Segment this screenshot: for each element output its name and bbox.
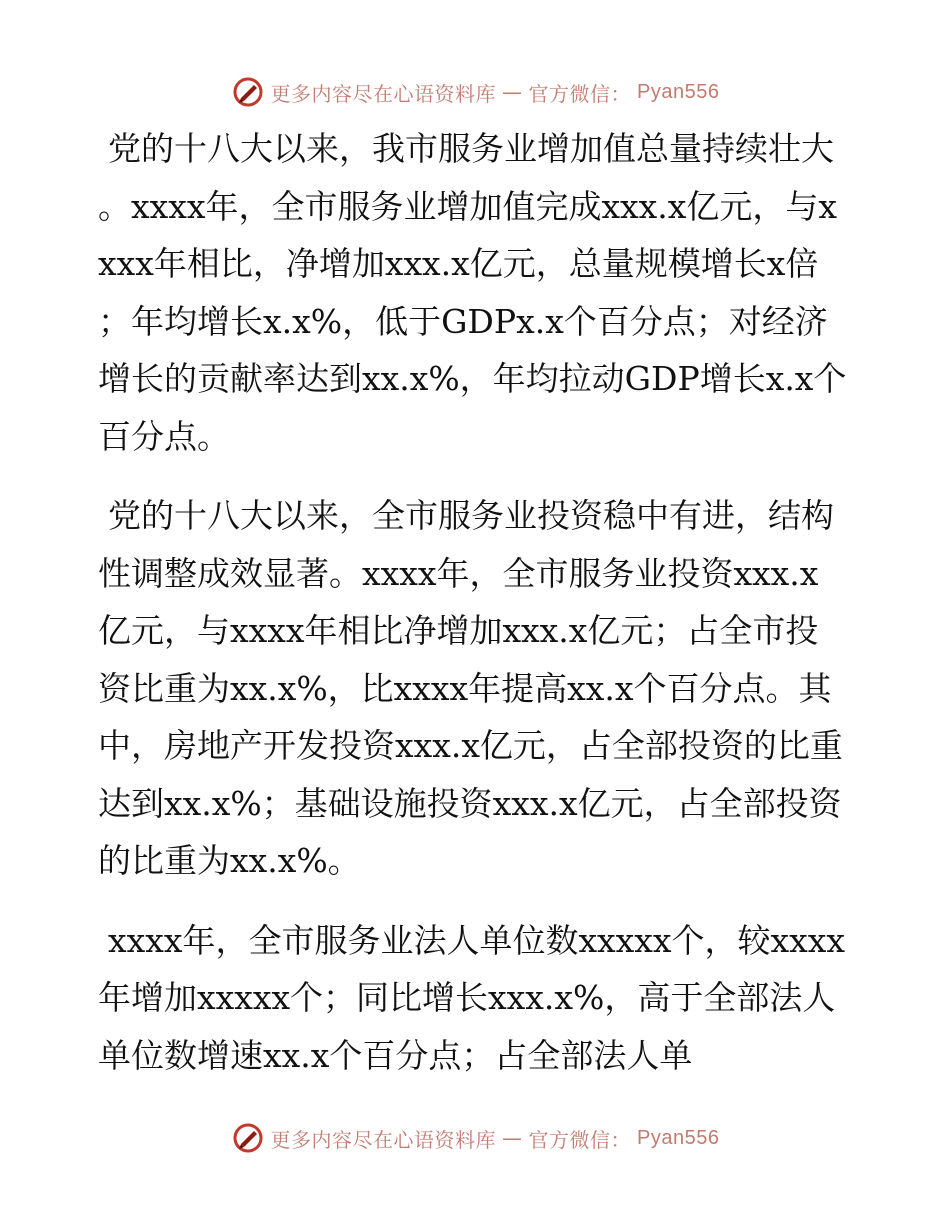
document-body [98, 120, 850, 1106]
logo-icon [231, 1121, 265, 1155]
logo-icon [231, 75, 265, 109]
paragraph-2: 党的十八大以来，全市服务业投资稳中有进，结构性调整成效显著。xxxx年，全市服务业投资xxx.x亿元，与xxxx年相比净增加xxx.x亿元；占全市投资比重为xx.x%，比xxxx年提高xx.x个百分点。其中，房地产开发投资xxx.x亿元，占全部投资的比重达到xx.x%；基础设施投资xxx.x亿元，占全部投资的比重为xx.x%。 [98, 496, 843, 880]
watermark-text: 更多内容尽在心语资料库 [270, 81, 497, 106]
header-watermark [0, 70, 950, 114]
watermark-separator: — [502, 1126, 523, 1150]
footer-watermark [0, 1116, 950, 1160]
watermark-id: Pyan556 [637, 1126, 720, 1149]
watermark-id: Pyan556 [637, 80, 720, 103]
paragraph-3: xxxx年，全市服务业法人单位数xxxxx个，较xxxx年增加xxxxx个；同比增长xxx.x%，高于全部法人单位数增速xx.x个百分点；占全部法人单 [98, 920, 845, 1075]
watermark-label: 官方微信： [528, 1127, 632, 1152]
watermark-separator: — [502, 80, 523, 104]
watermark-label: 官方微信： [528, 81, 632, 106]
paragraph-1: 党的十八大以来，我市服务业增加值总量持续壮大。xxxx年，全市服务业增加值完成xxx.x亿元，与xxxx年相比，净增加xxx.x亿元，总量规模增长x倍；年均增长x.x%，低于GDPx.x个百分点；对经济增长的贡献率达到xx.x%，年均拉动GDP增长x.x个百分点。 [98, 129, 847, 456]
watermark-text: 更多内容尽在心语资料库 [270, 1127, 497, 1152]
